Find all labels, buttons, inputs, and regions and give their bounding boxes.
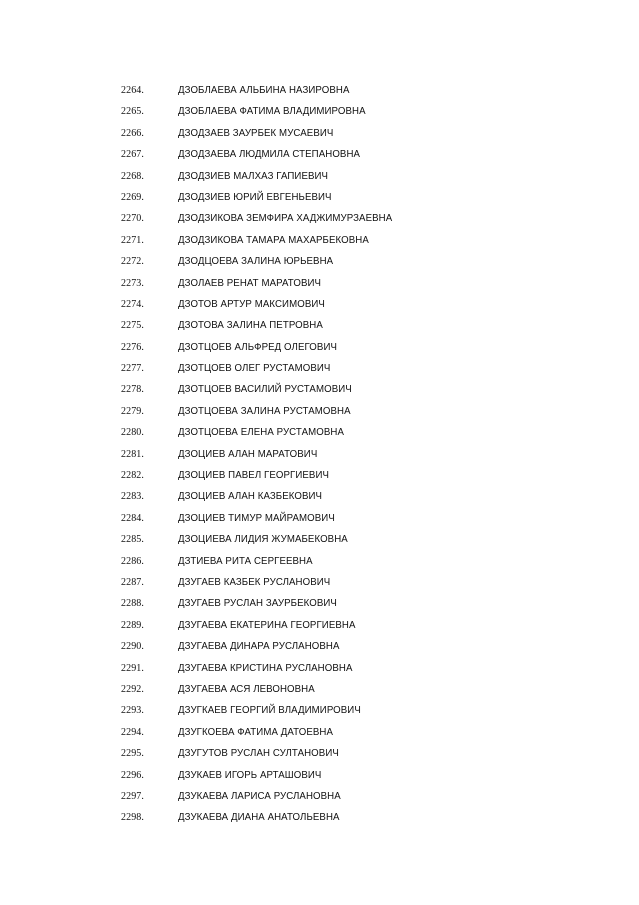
entry-name: ДЗОДЗАЕВА ЛЮДМИЛА СТЕПАНОВНА — [178, 148, 361, 161]
entry-number: 2266. — [121, 127, 144, 139]
entry-number: 2272. — [121, 256, 144, 268]
entry-number: 2296. — [121, 769, 144, 781]
entry-number: 2276. — [121, 341, 144, 353]
list-item — [0, 722, 639, 743]
entry-number: 2291. — [121, 662, 144, 674]
list-item — [0, 337, 639, 358]
entry-number: 2279. — [121, 405, 144, 417]
entry-number: 2273. — [121, 277, 144, 289]
entry-number: 2274. — [121, 298, 144, 310]
list-item — [0, 208, 639, 229]
entry-number: 2295. — [121, 748, 144, 760]
entry-name: ДЗОДЗАЕВ ЗАУРБЕК МУСАЕВИЧ — [178, 126, 334, 139]
entry-name: ДЗУГАЕВ КАЗБЕК РУСЛАНОВИЧ — [178, 575, 331, 588]
list-item — [0, 786, 639, 807]
entry-number: 2268. — [121, 170, 144, 182]
list-item — [0, 465, 639, 486]
entry-name: ДЗУКАЕВА ДИАНА АНАТОЛЬЕВНА — [178, 811, 340, 824]
entry-number: 2269. — [121, 191, 144, 203]
entry-number: 2264. — [121, 85, 144, 96]
entry-name: ДЗОТЦОЕВА ЗАЛИНА РУСТАМОВНА — [178, 404, 351, 417]
entry-name: ДЗОТОВА ЗАЛИНА ПЕТРОВНА — [178, 319, 323, 332]
list-item — [0, 358, 639, 379]
list-item — [0, 636, 639, 657]
list-item — [0, 529, 639, 550]
entry-number: 2287. — [121, 576, 144, 588]
entry-name: ДЗОТОВ АРТУР МАКСИМОВИЧ — [178, 297, 325, 310]
list-item — [0, 80, 639, 101]
list-item — [0, 294, 639, 315]
entry-number: 2280. — [121, 427, 144, 439]
entry-name: ДЗОБЛАЕВА ФАТИМА ВЛАДИМИРОВНА — [178, 105, 366, 118]
entry-number: 2298. — [121, 812, 144, 824]
entry-number: 2293. — [121, 705, 144, 717]
list-item — [0, 187, 639, 208]
list-item — [0, 230, 639, 251]
entry-number: 2271. — [121, 234, 144, 246]
list-item — [0, 700, 639, 721]
list-item — [0, 807, 639, 828]
entry-number: 2289. — [121, 619, 144, 631]
list-item — [0, 551, 639, 572]
list-item — [0, 679, 639, 700]
list-item — [0, 315, 639, 336]
list-item — [0, 486, 639, 507]
entry-name: ДЗОТЦОЕВ АЛЬФРЕД ОЛЕГОВИЧ — [178, 340, 338, 353]
entry-name: ДЗУГАЕВА ЕКАТЕРИНА ГЕОРГИЕВНА — [178, 618, 356, 631]
name-list — [0, 80, 639, 829]
entry-number: 2283. — [121, 491, 144, 503]
list-item — [0, 123, 639, 144]
entry-number: 2277. — [121, 363, 144, 375]
list-item — [0, 593, 639, 614]
entry-number: 2265. — [121, 106, 144, 118]
entry-number: 2284. — [121, 512, 144, 524]
entry-number: 2278. — [121, 384, 144, 396]
entry-number: 2294. — [121, 726, 144, 738]
entry-name: ДЗОЦИЕВА ЛИДИЯ ЖУМАБЕКОВНА — [178, 533, 348, 546]
list-item — [0, 508, 639, 529]
entry-name: ДЗУГАЕВА АСЯ ЛЕВОНОВНА — [178, 682, 315, 695]
entry-number: 2288. — [121, 598, 144, 610]
entry-name: ДЗУГАЕВ РУСЛАН ЗАУРБЕКОВИЧ — [178, 597, 337, 610]
entry-number: 2281. — [121, 448, 144, 460]
list-item — [0, 101, 639, 122]
list-item — [0, 401, 639, 422]
entry-name: ДЗОБЛАЕВА АЛЬБИНА НАЗИРОВНА — [178, 84, 350, 96]
entry-name: ДЗОЦИЕВ АЛАН МАРАТОВИЧ — [178, 447, 318, 460]
entry-number: 2282. — [121, 470, 144, 482]
list-item — [0, 615, 639, 636]
entry-name: ДЗОДЗИЕВ ЮРИЙ ЕВГЕНЬЕВИЧ — [178, 190, 332, 203]
list-item — [0, 273, 639, 294]
list-item — [0, 422, 639, 443]
list-item — [0, 144, 639, 165]
entry-name: ДЗОТЦОЕВА ЕЛЕНА РУСТАМОВНА — [178, 426, 345, 439]
entry-name: ДЗУКАЕВ ИГОРЬ АРТАШОВИЧ — [178, 768, 322, 781]
entry-name: ДЗУГАЕВА КРИСТИНА РУСЛАНОВНА — [178, 661, 353, 674]
entry-name: ДЗОДЦОЕВА ЗАЛИНА ЮРЬЕВНА — [178, 255, 334, 268]
entry-number: 2292. — [121, 683, 144, 695]
list-item — [0, 166, 639, 187]
entry-name: ДЗУГАЕВА ДИНАРА РУСЛАНОВНА — [178, 640, 340, 653]
entry-name: ДЗОЦИЕВ ПАВЕЛ ГЕОРГИЕВИЧ — [178, 469, 330, 482]
list-item — [0, 572, 639, 593]
list-item — [0, 743, 639, 764]
entry-number: 2297. — [121, 790, 144, 802]
list-item — [0, 444, 639, 465]
entry-number: 2275. — [121, 320, 144, 332]
entry-number: 2267. — [121, 149, 144, 161]
list-item — [0, 658, 639, 679]
entry-number: 2285. — [121, 534, 144, 546]
entry-name: ДЗОЛАЕВ РЕНАТ МАРАТОВИЧ — [178, 276, 322, 289]
entry-name: ДЗУГКОЕВА ФАТИМА ДАТОЕВНА — [178, 725, 334, 738]
entry-name: ДЗОДЗИКОВА ТАМАРА МАХАРБЕКОВНА — [178, 233, 369, 246]
list-item — [0, 251, 639, 272]
entry-number: 2286. — [121, 555, 144, 567]
entry-name: ДЗОЦИЕВ ТИМУР МАЙРАМОВИЧ — [178, 511, 335, 524]
entry-name: ДЗУГУТОВ РУСЛАН СУЛТАНОВИЧ — [178, 747, 339, 760]
entry-name: ДЗУКАЕВА ЛАРИСА РУСЛАНОВНА — [178, 789, 341, 802]
entry-name: ДЗТИЕВА РИТА СЕРГЕЕВНА — [178, 554, 313, 567]
entry-number: 2270. — [121, 213, 144, 225]
entry-name: ДЗОТЦОЕВ ОЛЕГ РУСТАМОВИЧ — [178, 362, 331, 375]
entry-name: ДЗОЦИЕВ АЛАН КАЗБЕКОВИЧ — [178, 490, 323, 503]
list-item — [0, 765, 639, 786]
list-item — [0, 379, 639, 400]
entry-name: ДЗОТЦОЕВ ВАСИЛИЙ РУСТАМОВИЧ — [178, 383, 352, 396]
entry-name: ДЗОДЗИЕВ МАЛХАЗ ГАПИЕВИЧ — [178, 169, 329, 182]
entry-name: ДЗОДЗИКОВА ЗЕМФИРА ХАДЖИМУРЗАЕВНА — [178, 212, 393, 225]
entry-number: 2290. — [121, 641, 144, 653]
entry-name: ДЗУГКАЕВ ГЕОРГИЙ ВЛАДИМИРОВИЧ — [178, 704, 361, 717]
